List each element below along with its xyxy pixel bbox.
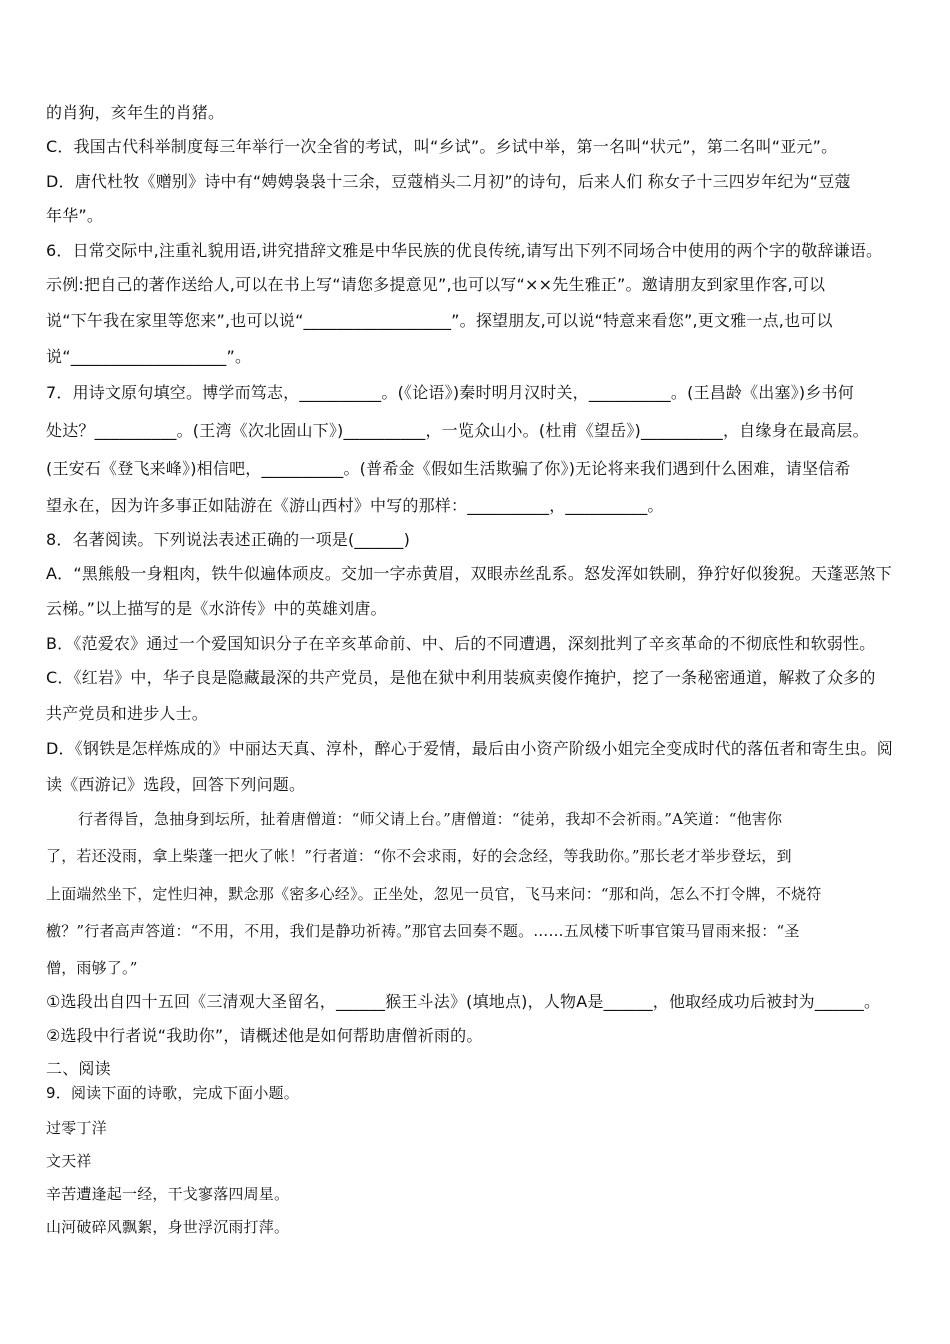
option-c-line: C．我国古代科举制度每三年举行一次全省的考试，叫“乡试”。乡试中举，第一名叫“状元”，第二名叫“亚元”。 (46, 137, 838, 156)
question-7-title: 7．用诗文原句填空。博学而笃志，__________。(《论语》)秦时明月汉时关，__________。(王昌龄《出塞》)乡书何 (46, 383, 854, 402)
text-line: 共产党员和进步人士。 (46, 704, 209, 723)
poem-line: 辛苦遭逢起一经，干戈寥落四周星。 (46, 1185, 290, 1203)
text-line: 说“下午我在家里等您来”,也可以说“__________________”。探望朋友,可以说“特意来看您”,更文雅一点,也可以 (46, 311, 833, 330)
text-line: 云梯。”以上描写的是《水浒传》中的英雄刘唐。 (46, 599, 387, 618)
option-d-line: D．唐代杜牧《赠别》诗中有“娉娉袅袅十三余，豆蔻梢头二月初”的诗句，后来人们 称女子十三四岁年纪为“豆蔻 (46, 172, 851, 191)
poem-author: 文天祥 (46, 1152, 92, 1170)
question-8-title: 8．名著阅读。下列说法表述正确的一项是(______) (46, 530, 411, 549)
excerpt-line: 上面端然坐下，定性归神，默念那《密多心经》。正坐处，忽见一员官，飞马来问：“那和尚，怎么不打令牌，不烧符 (46, 885, 822, 903)
text-line: 读《西游记》选段，回答下列问题。 (46, 775, 306, 794)
text-line: (王安石《登飞来峰》)相信吧，__________。(普希金《假如生活欺骗了你》)无论将来我们遇到什么困难，请坚信希 (46, 459, 851, 478)
sub-question-2: ②选段中行者说“我助你”，请概述他是如何帮助唐僧祈雨的。 (46, 1026, 483, 1045)
excerpt-line: 行者得旨，急抽身到坛所，扯着唐僧道：“师父请上台。”唐僧道：“徒弟，我却不会祈雨。”A笑道：“他害你 (78, 810, 783, 828)
text-line: 的肖狗，亥年生的肖猪。 (46, 103, 225, 122)
question-6-title: 6．日常交际中,注重礼貌用语,讲究措辞文雅是中华民族的优良传统,请写出下列不同场合中使用的两个字的敬辞谦语。 (46, 241, 883, 260)
option-b-line: B．《范爱农》通过一个爱国知识分子在辛亥革命前、中、后的不同遭遇，深刻批判了辛亥革命的不彻底性和软弱性。 (46, 634, 876, 653)
excerpt-line: 僧，雨够了。” (46, 959, 138, 977)
option-a-line: A．“黑熊般一身粗肉，铁牛似遍体顽皮。交加一字赤黄眉，双眼赤丝乱系。怒发浑如铁刷，狰狞好似狻猊。天蓬恶煞下 (46, 564, 892, 583)
text-line: 说“___________________”。 (46, 347, 252, 366)
option-c-line: C．《红岩》中，华子良是隐藏最深的共产党员，是他在狱中利用装疯卖傻作掩护，挖了一条秘密通道，解救了众多的 (46, 668, 876, 687)
question-9-title: 9．阅读下面的诗歌，完成下面小题。 (46, 1084, 299, 1102)
text-line: 望永在，因为许多事正如陆游在《游山西村》中写的那样：__________，__________。 (46, 496, 664, 515)
sub-question-1: ①选段出自四十五回《三清观大圣留名，______猴王斗法》(填地点)，人物A是______，他取经成功后被封为______。 (46, 992, 881, 1011)
poem-line: 山河破碎风飘絮，身世浮沉雨打萍。 (46, 1218, 290, 1236)
section-heading: 二、阅读 (46, 1059, 111, 1078)
option-d-line: D．《钢铁是怎样炼成的》中丽达天真、淳朴，醉心于爱情，最后由小资产阶级小姐完全变成时代的落伍者和寄生虫。阅 (46, 739, 893, 758)
text-line: 示例:把自己的著作送给人,可以在书上写“请您多提意见”,也可以写“××先生雅正”。邀请朋友到家里作客,可以 (46, 275, 826, 294)
excerpt-line: 檄？”行者高声答道：“不用，不用，我们是静功祈祷。”那官去回奏不题。……五凤楼下听事官策马冒雨来报：“圣 (46, 922, 800, 940)
text-line: 处达？__________。(王湾《次北固山下》)__________，一览众山小。(杜甫《望岳》)__________，自缘身在最高层。 (46, 421, 869, 440)
excerpt-line: 了，若还没雨，拿上柴蓬一把火了帐！”行者道：“你不会求雨，好的会念经，等我助你。”那长老才举步登坛，到 (46, 847, 792, 865)
poem-title: 过零丁洋 (46, 1119, 107, 1137)
text-line: 年华”。 (46, 206, 104, 225)
